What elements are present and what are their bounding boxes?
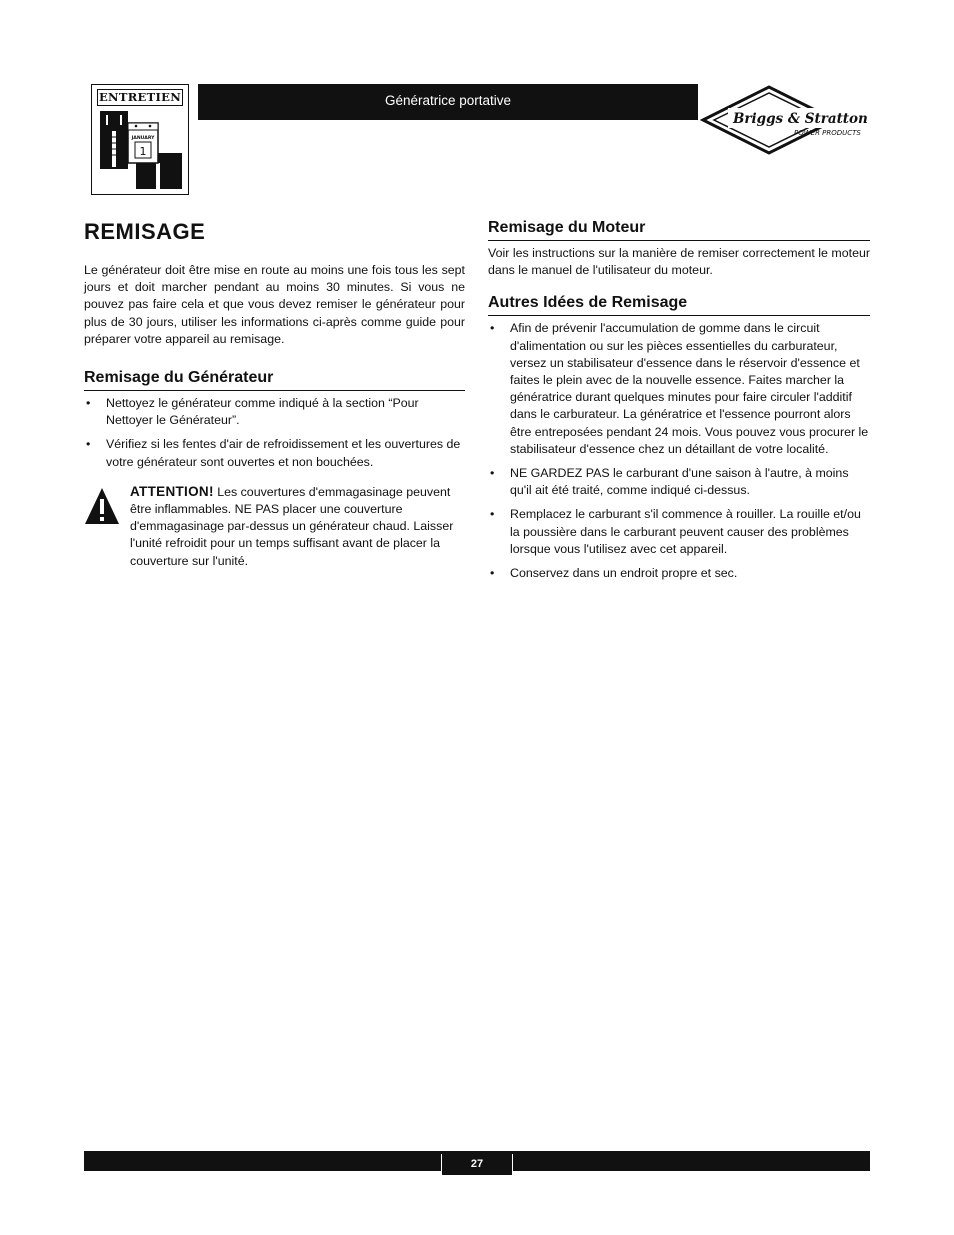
wrench-calendar-icon [92, 107, 188, 193]
list-item: • Conservez dans un endroit propre et sec. [488, 565, 870, 582]
page-title: REMISAGE [84, 219, 206, 244]
left-column [84, 218, 465, 570]
generator-storage-list [84, 395, 465, 471]
bullet-dot: • [490, 507, 495, 522]
bullet-dot: • [490, 466, 495, 481]
other-storage-heading: Autres Idées de Remisage [488, 293, 870, 316]
other-storage-list [488, 320, 870, 582]
brand-name: Briggs & Stratton [733, 111, 868, 127]
list-item: • Afin de prévenir l'accumulation de gomme dans le circuit d'alimentation ou sur les pièces essentielles du carburateur, versez un stabilisateur d'essence dans le réservoir d'essence et faites le plein avec de la nouvelle essence. Faites marcher la génératrice durant quelques minutes pour faire circuler l'additif dans le carburateur. La génératrice et l'essence pourront alors être entreposées pendant 24 mois. Vous pouvez vous procurer le stabilisateur d'essence chez un détaillant de votre localité. [490, 321, 869, 456]
section-badge-title: ENTRETIEN [98, 90, 182, 104]
page-number: 27 [441, 1154, 513, 1176]
generator-storage-heading: Remisage du Générateur [84, 368, 465, 391]
engine-storage-paragraph: Voir les instructions sur la manière de remiser correctement le moteur dans le manuel de l'utilisateur du moteur. [488, 246, 870, 278]
brand-tagline: POWER PRODUCTS [794, 129, 861, 137]
list-item: • Nettoyez le générateur comme indiqué à la section “Pour Nettoyer le Générateur”. [86, 396, 419, 428]
list-item: • Vérifiez si les fentes d'air de refroidissement et les ouvertures de votre générateur sont ouvertes et non bouchées. [86, 437, 461, 469]
bullet-dot: • [490, 566, 495, 581]
warning-block [84, 483, 465, 570]
list-item: • NE GARDEZ PAS le carburant d'une saison à l'autre, à moins qu'il ait été traité, comme indiqué ci-dessus. [490, 466, 849, 498]
engine-storage-heading: Remisage du Moteur [488, 218, 870, 241]
calendar-day: 1 [139, 145, 147, 158]
bullet-dot: • [86, 437, 91, 452]
warning-text: Les couvertures d'emmagasinage peuvent être inflammables. NE PAS placer une couverture d'emmagasinage par-dessus un générateur chaud. Laisser l'unité refroidit pour un temps suffisant avant de placer la couverture sur l'unité. [130, 484, 454, 568]
warning-label: ATTENTION! [130, 483, 214, 499]
right-column [488, 218, 870, 589]
header-bar: Génératrice portative [198, 84, 698, 120]
briggs-stratton-logo [700, 84, 870, 156]
warning-triangle-icon [84, 487, 120, 525]
section-badge [91, 84, 189, 195]
bullet-dot: • [490, 321, 495, 336]
calendar-month: JANUARY [131, 136, 155, 141]
bullet-dot: • [86, 396, 91, 411]
list-item: • Remplacez le carburant s'il commence à rouiller. La rouille et/ou la poussière dans le carburant peuvent causer des problèmes lorsque vous l'utilisez avec cet appareil. [490, 507, 861, 556]
intro-paragraph: Le générateur doit être mise en route au moins une fois tous les sept jours et doit marcher pendant au moins 30 minutes. Si vous ne pouvez pas faire cela et que vous devez remiser le générateur pour plus de 30 jours, utiliser les informations ci-après comme guide pour préparer votre appareil au remisage. [84, 263, 465, 346]
